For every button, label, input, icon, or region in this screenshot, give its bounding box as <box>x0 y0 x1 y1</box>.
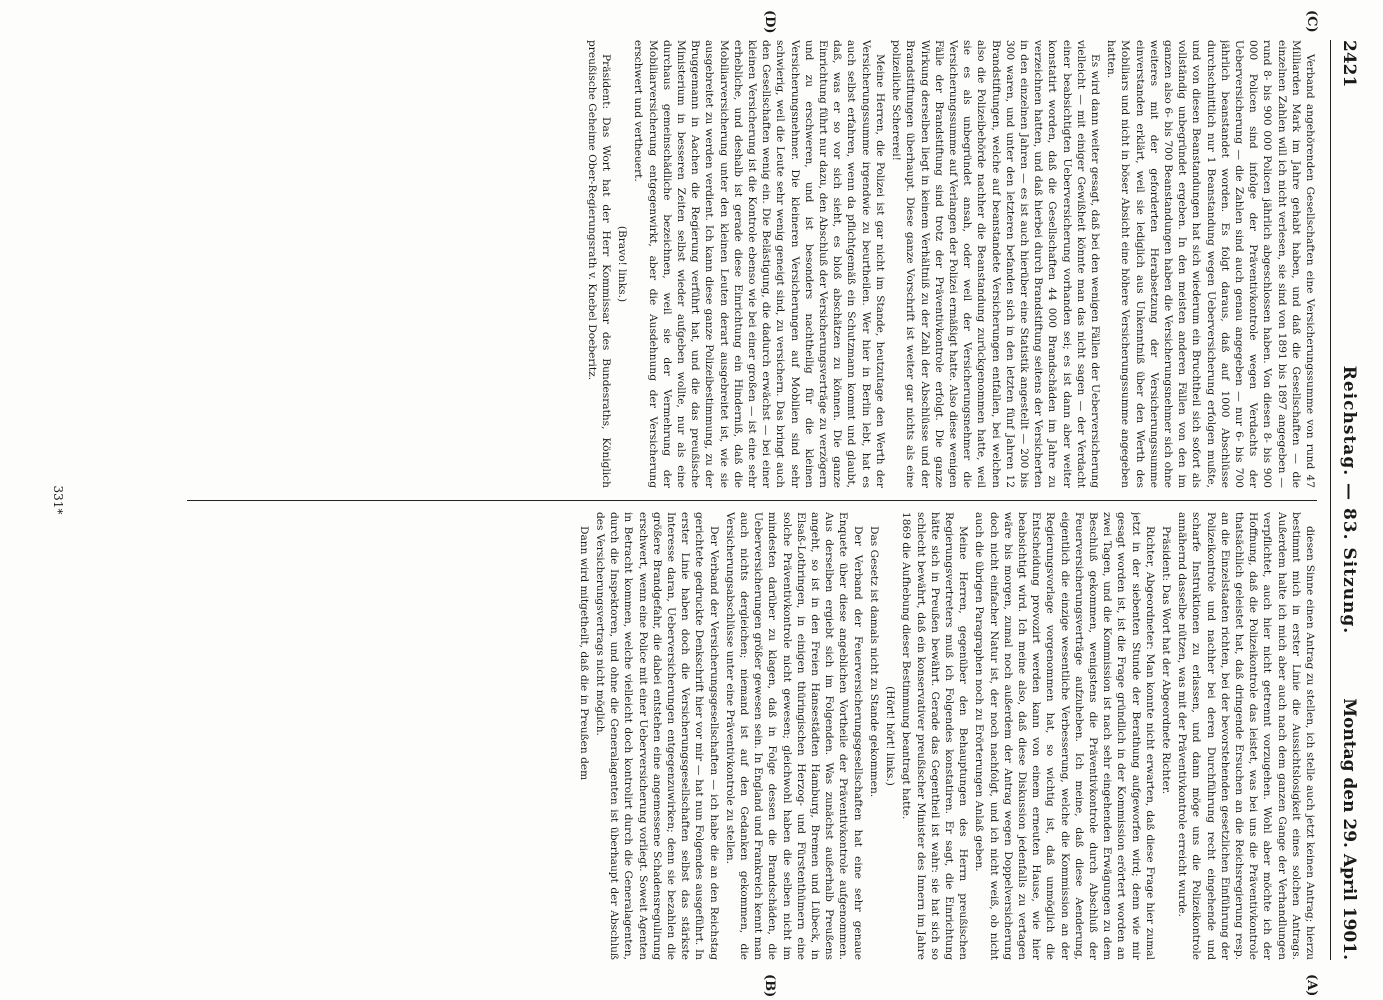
speaker-announcement: Präsident: Das Wort hat der Abgeordnete Richter. <box>1159 526 1172 795</box>
page-mark: 331* <box>51 485 65 515</box>
paragraph: Der Verband der Versicherungsgesellschaften — ich habe die an den Reichstag gerichtete gedruckte Denkschrift hier vor mir — hat nun Folgendes ausgeführt. In erster Linie haben doch die Versicherungsgesellschaften selbst das stärkste Interesse daran, Ueberversicherungen entgegenzuwirken; denn sie bezahlen die größere Brandgefahr, die dabei entstehen eine angemessene Schadensregulirung erschwert, wenn eine Police mit einer Ueberversicherung vorliegt. Soweit Agenten in Betracht kommen, welche vielleicht doch kontrolirt durch die Generalagenten, durch die Inspektoren, und ohne die Generalagenten ist überhaupt der Abschluß des Versicherungsvertrags nicht möglich. <box>594 512 720 960</box>
margin-marker-b: (B) <box>762 974 777 998</box>
paragraph: Verband angehörenden Gesellschaften eine Versicherungssumme von rund 47 Milliarden Mark im Jahre gehabt haben, und daß die Gesellschaften — die einzelnen Zahlen will ich nicht verlesen, sie sind von 1891 bis 1897 angegeben — rund 8- bis 900 000 Policen jährlich abgeschlossen haben. Von diesen 8- bis 900 000 Policen sind infolge der Präventivkontrole wegen Verdachts der Ueberversicherung — die Zahlen sind auch genau angegeben — nur 6- bis 700 jährlich beanstandet worden. Es folgt daraus, daß auf 1000 Abschlüsse durchschnittlich nur 1 Beanstandung wegen Ueberversicherung erfolgen mußte, und von diesen Beanstandungen hat sich wiederum ein Bruchtheil sich sofort als vollständig unbegründet ergeben. In den meisten anderen Fällen von den im ganzen also 6- bis 700 Beanstandungen haben die Versicherungsnehmer sich ohne weiteres mit der geforderten Herabsetzung der Versicherungssumme einverstanden erklärt, weil sie lediglich aus Unkenntniß über den Werth des Mobiliars und nicht in böser Absicht eine höhere Versicherungssumme angegeben hatten. <box>1105 40 1316 488</box>
paragraph: Der Verband der Feuerversicherungsgesellschaften hat eine sehr genaue Enquete über diese angeblichen Vortheile der Präventivkontrole aufgenommen. Aus derselben ergiebt sich im Folgenden. Was zunächst außerhalb Preußens angeht, so ist in den Freien Hansestädten Hamburg, Bremen und Lübeck, in Elsaß-Lothringen, in einigen thüringischen Herzog- und Fürstenthümern eine solche Präventivkontrole nicht gewesen; gleichwohl haben die selben nicht im mindesten darüber zu klagen, daß in Folge dessen die Brandschäden, die Ueberversicherungen größer gewesen sein. In England und Frankreich kennt man auch nichts dergleichen; niemand ist auf den Gedanken gekommen, die Versicherungsabschlüsse unter eine Präventivkontrole zu stellen. <box>723 512 864 960</box>
margin-marker-a: (A) <box>1304 974 1319 997</box>
column-divider <box>187 500 1317 501</box>
margin-marker-c: (C) <box>1304 10 1319 33</box>
interjection: (Hört! hört! links.) <box>884 686 897 786</box>
page-header <box>1330 40 1365 960</box>
paragraph: diesen Sinne einen Antrag zu stellen, ich stelle auch jetzt keinen Antrag; hierzu bestimmt mich in erster Linie die Aussichtslosigkeit eines solchen Antrags. Außerdem halte ich mich aber auch nach dem ganzen Gange der Verhandlungen verpflichtet, auch hier nicht getrennt vorzugehen. Wohl aber möchte ich der Hoffnung, daß die Polizeikontrole das leistet, was bei uns die Präventivkontrole thatsächlich geleistet hat, daß dringende Ersuchen an die Reichsregierung resp. an die Einzelstaaten richten, bei der bevorstehenden gesetzlichen Einführung der Polizeikontrole und nachher bei deren Durchführung recht eingehende und scharfe Instruktionen zu erlassen, und dann möge uns die Polizeikontrole annähernd dasselbe nützen, was mit der Präventivkontrole erreicht wurde. <box>1176 512 1316 960</box>
left-column <box>187 40 1317 488</box>
paragraph: Das Gesetz ist damals nicht zu Stande gekommen. <box>867 526 880 798</box>
paragraph: Meine Herren, die Polizei ist gar nicht im Stande, heutzutage den Werth der Versicherungssumme irgendwie zu beurtheilen. Wer hier in Berlin lebt, hat es auch selbst erfahren, wenn da pflichtgemäß ein Schutzmann kommt und glaubt, daß, was er so vor sich sieht, es bloß abschätzen zu können. Die ganze Einrichtung führt nur dazu, den Abschluß der Versicherungsverträge zu verzögern und zu erschweren, und ist besonders nachtheilig für die kleinen Versicherungsnehmer. Die kleineren Versicherungen auf Mobilien sind sehr schwierig, weil die Leute sehr wenig geneigt sind, zu versichern. Das bringt auch den Gesellschaften wenig ein. Die Belästigung, die dadurch erwächst — bei einer kleinen Versicherung ist die Kontrole ebenso wie bei einer großen — ist eine sehr erhebliche, und deshalb ist gerade diese Einrichtung ein Hinderniß, daß die Mobiliarversicherung unter den kleinen Leuten derart ausgebreitet ist, wie sie ausgebreitet zu werden verdient. Ich kann diese ganze Polizeibestimmung, zu der Bruggemann in Aachen die Regierung verführt hat, und die das preußische Ministerium in besseren Zeiten selbst wieder aufgeben wollte, nur als eine durchaus gemeinschädliche bezeichnen, weil sie der Vermehrung der Mobiliarversicherung entgegenwirkt, aber die Ausdehnung der Versicherung erschwert und vertheuert. <box>632 40 886 488</box>
paragraph: Meine Herren, gegenüber den Behauptungen des Herrn preußischen Regierungsvertreters muß ich Folgendes konstatiren. Er sagt, die Einrichtung hätte sich in Preußen bewährt. Gerade das Gegentheil ist wahr: sie hat sich so schlecht bewährt, daß ein konservativer preußischer Minister des Innern im Jahre 1869 die Aufhebung dieser Bestimmung beantragt hatte. <box>900 512 970 960</box>
page-number: 2421 <box>1339 40 1359 88</box>
paragraph: Richter, Abgeordneter: Man konnte nicht erwarten, daß diese Frage hier zumal jetzt in der siebenten Stunde der Berathung aufgeworfen wird; denn wie mir gesagt worden ist, ist die Frage gründlich in der Kommission erörtert worden an zwei Tagen, und die Kommission ist nach sehr eingehenden Erwägungen zu dem Beschluß gekommen, wenigstens die Präventivkontrole durch Abschluß der Feuerversicherungsverträge aufzuheben. Ich meine, daß diese Aenderung, eigentlich die einzige wesentliche Verbesserung, welche die Kommission an der Regierungsvorlage vorgenommen hat, so wichtig ist, daß unmöglich die Entscheidung provozirt werden kann von einem erneuten Hause, wie hier beabsichtigt wird. Ich meine also, daß diese Diskussion jedenfalls zu vertagen wäre bis morgen, zumal noch außerdem der Antrag wegen Doppelversicherung doch nicht einfacher Natur ist, der noch nachfolgt, und ich nicht weiß, ob nicht auch die übrigen Paragraphen noch zu Erörterungen Anlaß geben. <box>973 512 1156 960</box>
paragraph: Es wird dann weiter gesagt, daß bei den wenigen Fällen der Ueberversicherung vielleicht — mit einiger Gewißheit könnte man das nicht sagen — der Verdacht einer beabsichtigten Ueberversicherung vorhanden sei; es ist dann aber weiter konstatirt worden, daß die Gesellschaften 44 000 Brandschäden im Jahre zu verzeichnen hatten, und daß hierbei durch Brandstiftung seitens der Versicherten in den einzelnen Jahren — es ist auch hierüber eine Statistik angestellt — 200 bis 300 waren, und unter den letzteren befanden sich in den letzten fünf Jahren 12 Brandstiftungen, welche auf beanstandete Versicherungen entfallen, bei welchen also die Polizeibehörde nachher die Beanstandung zurückgenommen hatte, weil sie es als unbegründet ansah, oder weil der Versicherungsnehmer die Versicherungssumme auf Verlangen der Polizei ermäßigt hatte. Also diese wenigen Fälle der Brandstiftung sind trotz der Präventivkontrole erfolgt. Die ganze Wirkung derselben liegt in keinem Verhältniß zu der Zahl der Abschlüsse und der Brandstiftungen überhaupt. Diese ganze Vorschrift ist weiter gar nichts als eine polizeiliche Schererei! <box>890 40 1101 488</box>
paragraph: Dann wird mitgetheilt, daß die in Preußen dem <box>577 526 590 781</box>
margin-marker-d: (D) <box>762 10 777 34</box>
right-column <box>187 512 1317 960</box>
session-date: Montag den 29. April 1901. <box>1339 698 1359 960</box>
interjection: (Bravo! links.) <box>616 225 629 303</box>
session-title: Reichstag. — 83. Sitzung. <box>1339 365 1359 635</box>
closing-announcement: Präsident: Das Wort hat der Herr Kommissar des Bundesraths, Königlich preußische Geheime Ober-Regierungsrath v. Knebel Doeberitz. <box>585 40 613 488</box>
